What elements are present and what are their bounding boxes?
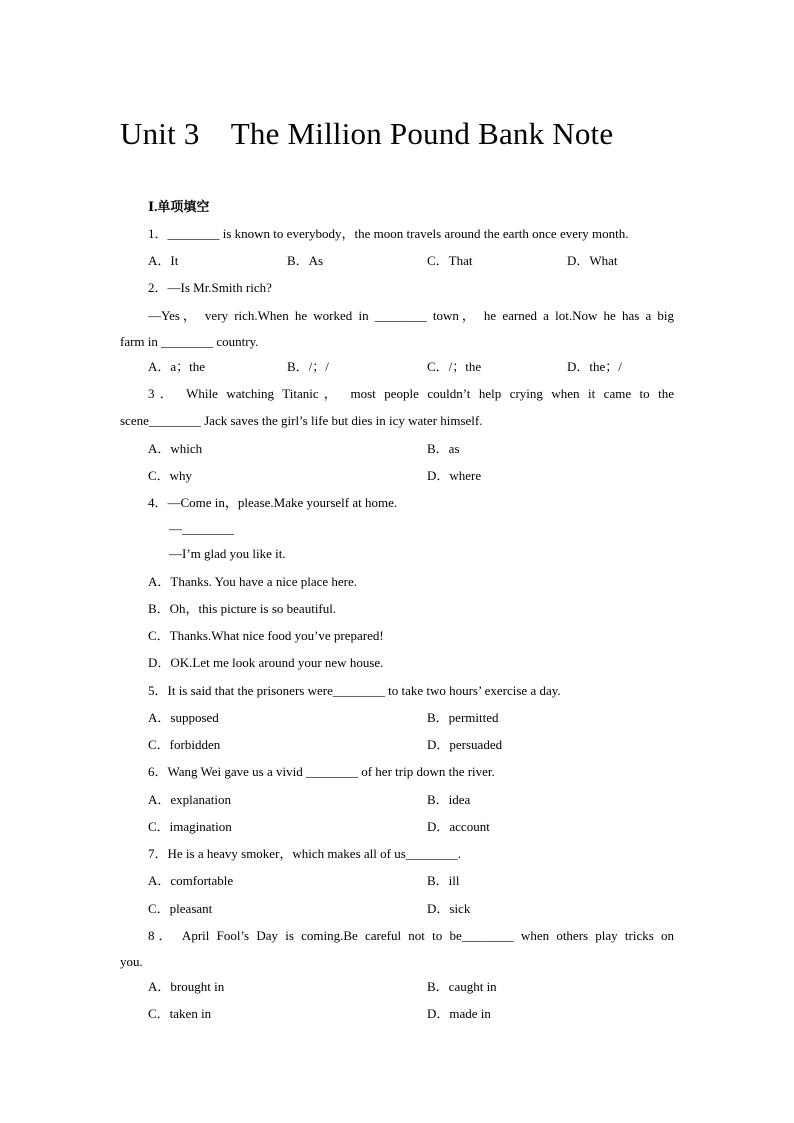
question-4-line-2: —________ bbox=[169, 521, 234, 536]
q3-option-b: B．as bbox=[427, 441, 460, 456]
q2-option-d: D．the；/ bbox=[567, 359, 622, 374]
q6-option-d: D．account bbox=[427, 819, 490, 834]
q8-option-b: B．caught in bbox=[427, 979, 497, 994]
question-3-line-1: 3． While watching Titanic， most people couldn’t help crying when it came to the bbox=[148, 386, 674, 401]
q8-option-d: D．made in bbox=[427, 1006, 491, 1021]
q5-option-a: A．supposed bbox=[148, 710, 219, 725]
q5-option-c: C．forbidden bbox=[148, 737, 221, 752]
q4-option-d: D．OK.Let me look around your new house. bbox=[148, 655, 384, 670]
q3-option-d: D．where bbox=[427, 468, 482, 483]
q8-option-a: A．brought in bbox=[148, 979, 225, 994]
q1-option-d: D．What bbox=[567, 253, 618, 268]
question-2-line-2: —Yes， very rich.When he worked in ________ town， he earned a lot.Now he has a big bbox=[148, 308, 674, 323]
question-6-stem: 6．Wang Wei gave us a vivid ________ of her trip down the river. bbox=[148, 764, 495, 779]
question-3-line-2: scene________ Jack saves the girl’s life but dies in icy water himself. bbox=[120, 413, 483, 428]
question-1-stem: 1．________ is known to everybody，the moon travels around the earth once every month. bbox=[148, 226, 629, 241]
question-4-stem: 4．—Come in，please.Make yourself at home. bbox=[148, 495, 398, 510]
question-8-line-2: you. bbox=[120, 954, 143, 969]
q3-option-a: A．which bbox=[148, 441, 203, 456]
q2-option-a: A．a；the bbox=[148, 359, 206, 374]
section-heading: Ⅰ.单项填空 bbox=[148, 199, 210, 214]
q7-option-b: B．ill bbox=[427, 873, 460, 888]
q4-option-a: A．Thanks. You have a nice place here. bbox=[148, 574, 358, 589]
q5-option-b: B．permitted bbox=[427, 710, 499, 725]
q6-option-b: B．idea bbox=[427, 792, 471, 807]
q6-option-a: A．explanation bbox=[148, 792, 232, 807]
q7-option-a: A．comfortable bbox=[148, 873, 234, 888]
page-title: Unit 3 The Million Pound Bank Note bbox=[120, 116, 614, 151]
q2-option-b: B．/；/ bbox=[287, 359, 329, 374]
q7-option-c: C．pleasant bbox=[148, 901, 213, 916]
q4-option-c: C．Thanks.What nice food you’ve prepared! bbox=[148, 628, 384, 643]
q7-option-d: D．sick bbox=[427, 901, 471, 916]
question-2-stem: 2．—Is Mr.Smith rich? bbox=[148, 280, 272, 295]
q1-option-b: B．As bbox=[287, 253, 324, 268]
q8-option-c: C．taken in bbox=[148, 1006, 212, 1021]
q3-option-c: C．why bbox=[148, 468, 193, 483]
q2-option-c: C．/；the bbox=[427, 359, 482, 374]
q1-option-a: A．It bbox=[148, 253, 179, 268]
question-4-line-3: —I’m glad you like it. bbox=[169, 546, 286, 561]
q4-option-b: B．Oh，this picture is so beautiful. bbox=[148, 601, 337, 616]
question-8-line-1: 8． April Fool’s Day is coming.Be careful not to be________ when others play tricks on bbox=[148, 928, 674, 943]
q5-option-d: D．persuaded bbox=[427, 737, 503, 752]
q6-option-c: C．imagination bbox=[148, 819, 232, 834]
q1-option-c: C．That bbox=[427, 253, 473, 268]
question-2-line-3: farm in ________ country. bbox=[120, 334, 259, 349]
question-5-stem: 5．It is said that the prisoners were________ to take two hours’ exercise a day. bbox=[148, 683, 561, 698]
question-7-stem: 7．He is a heavy smoker，which makes all of us________. bbox=[148, 846, 462, 861]
